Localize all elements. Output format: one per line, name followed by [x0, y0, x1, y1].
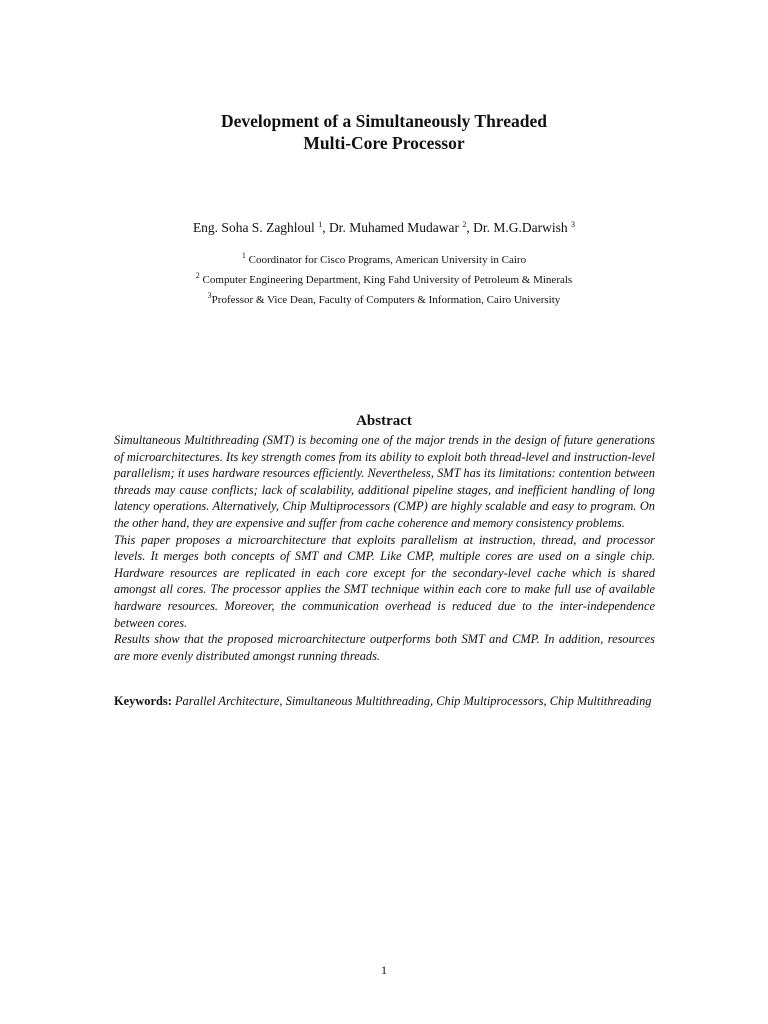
affiliation-mark: 3: [207, 291, 212, 300]
abstract-paragraph: This paper proposes a microarchitecture that exploits parallelism at instruction, thread, and processor levels. It merges both concepts of SMT and CMP. Like CMP, multiple cores are used on a single chip. Hardware resources are replicated in each core except for the secondary-level cache which is shared amongst all cores. The processor applies the SMT technique within each core to make full use of available hardware resources. Moreover, the communication overhead is reduced due to the inter-independence between cores.: [114, 532, 655, 630]
author-affiliation-mark: 2: [462, 220, 467, 229]
abstract-paragraph: Results show that the proposed microarchitecture outperforms both SMT and CMP. In addition, resources are more evenly distributed amongst running threads.: [114, 632, 655, 663]
author-separator: ,: [322, 220, 329, 235]
author-affiliation-mark: 1: [318, 220, 323, 229]
affiliation-text: Computer Engineering Department, King Fahd University of Petroleum & Minerals: [202, 274, 573, 286]
affiliation-text: Coordinator for Cisco Programs, American University in Cairo: [248, 254, 527, 266]
title-line-2: Multi-Core Processor: [303, 133, 465, 153]
abstract-body: [114, 432, 655, 664]
paper-title: [0, 110, 768, 154]
affiliation-item: [0, 271, 768, 291]
affiliation-list: [0, 251, 768, 311]
affiliation-item: [0, 251, 768, 271]
author-name: Eng. Soha S. Zaghloul: [192, 220, 315, 235]
affiliation-mark: 1: [241, 251, 246, 260]
keywords-text: Parallel Architecture, Simultaneous Multithreading, Chip Multiprocessors, Chip Multithreading: [174, 694, 652, 708]
affiliation-mark: 2: [195, 271, 200, 280]
author-name: Dr. Muhamed Mudawar: [328, 220, 460, 235]
affiliation-item: [0, 291, 768, 311]
affiliation-text: Professor & Vice Dean, Faculty of Computers & Information, Cairo University: [211, 294, 561, 306]
page-number: 1: [381, 963, 387, 977]
keywords-section: [114, 693, 655, 710]
author-affiliation-mark: 3: [571, 220, 576, 229]
abstract-heading: Abstract: [356, 413, 412, 429]
author-name: Dr. M.G.Darwish: [473, 220, 568, 235]
author-separator: ,: [466, 220, 474, 235]
keywords-label: Keywords:: [114, 694, 172, 708]
abstract-paragraph: Simultaneous Multithreading (SMT) is becoming one of the major trends in the design of future generations of microarchitectures. Its key strength comes from its ability to exploit both thread-level and instruction-level parallelism; it uses hardware resources efficiently. Nevertheless, SMT has its limitations: contention between threads may cause conflicts; lack of scalability, additional pipeline stages, and inefficient handling of long latency operations. Alternatively, Chip Multiprocessors (CMP) are highly scalable and easy to program. On the other hand, they are expensive and suffer from cache coherence and memory consistency problems.: [114, 433, 655, 530]
title-line-1: Development of a Simultaneously Threaded: [220, 111, 548, 131]
author-list: [0, 218, 768, 238]
